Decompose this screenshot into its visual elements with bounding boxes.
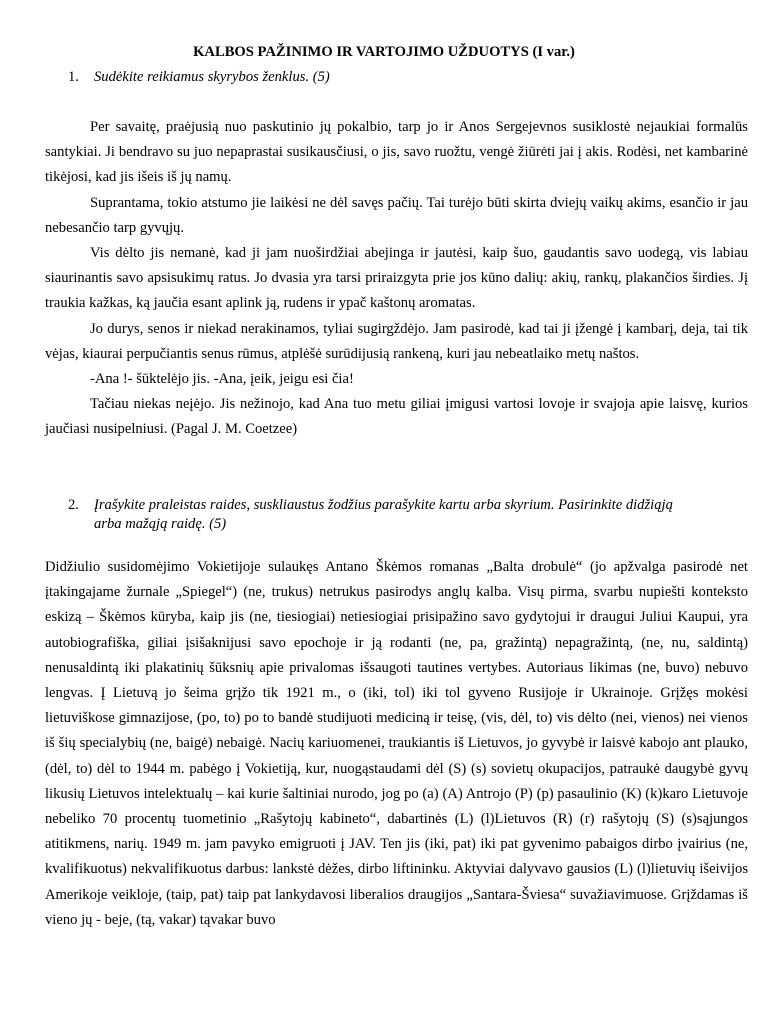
- task-1-paragraph: Suprantama, tokio atstumo jie laikėsi ne dėl savęs pačių. Tai turėjo būti skirta dviejų vaikų akims, esančio ir jau nebesančio tarp gyvųjų.: [45, 194, 748, 236]
- task-1-paragraph: Jo durys, senos ir niekad nerakinamos, tyliai sugirgždėjo. Jam pasirodė, kad tai ji įžengė į kambarį, deja, tai tik vėjas, kiaurai perpučiantis senus rūmus, atplėšė surūdijusią rankeną, kuri jau nebeatlaiko metų naštos.: [45, 320, 748, 362]
- task-2-paragraph: Didžiulio susidomėjimo Vokietijoje sulaukęs Antano Škėmos romanas „Balta drobulė“ (jo apžvalga pasirodė net įtakingajame žurnale „Spiegel“) (ne, trukus) netrukus pasirodys anglų kalba. Visų pirma, svarbu nupiešti konteksto eskizą – Škėmos kūryba, kaip jis (ne, tiesiogiai) netiesiogiai prisipažino savo gydytojui ir draugui Juliui Kaupui, yra autobiografiška, giliai įsišaknijusi savo epochoje ir ją rodanti (ne, pa, gražintą) nepagražintą, (ne, nu, saldintą) nenusaldintą iki plakatinių šūksnių apie privalomas išsaugoti tautines vertybes. Autoriaus likimas (ne, buvo) nebuvo lengvas. Į Lietuvą jo šeima grįžo tik 1921 m., o (iki, tol) iki tol gyveno Rusijoje ir Ukrainoje. Grįžęs mokėsi lietuviškose gimnazijose, (po, to) po to bandė studijuoti mediciną ir teisę, (vis, dėl, to) vis dėlto (nei, vienos) nei vienos iš šių specialybių (ne, baigė) nebaigė. Nacių kariuomenei, traukiantis iš Lietuvos, jo gyvybė ir laisvė kabojo ant plauko, (dėl, to) dėl to 1944 m. pabėgo į Vokietiją, kur, nuogąstaudami dėl (S) (s) sovietų okupacijos, patraukė daugybė gyvų likusių Lietuvos intelektualų – kai kurie šaltiniai nurodo, jog po (a) (A) Antrojo (P) (p) pasaulinio (K) (k)karo Lietuvoje nebeliko 70 procentų tuometinio „Rašytojų kabineto“, dabartinės (L) (l)Lietuvos (R) (r) rašytojų (S) (s)sąjungos atitikmens, narių. 1949 m. jam pavyko emigruoti į JAV. Ten jis (iki, pat) iki pat gyvenimo pabaigos dirbo įvairius (ne, kvalifikuotus) nekvalifikuotus darbus: lankstė dėžes, dirbo liftininku. Aktyviai dalyvavo gausios (L) (l)lietuvių išeivijos Amerikoje veikloje, (taip, pat) taip pat lankydavosi liberalios draugijos „Santara-Šviesa“ suvažiavimuose. Grįždamas iš vieno jų - beje, (tą, vakar) tąvakar buvo: [45, 559, 748, 928]
- task-1-paragraph: -Ana !- šūktelėjo jis. -Ana, įeik, jeigu esi čia!: [90, 371, 354, 388]
- task-1-paragraph: Tačiau niekas neįėjo. Jis nežinojo, kad Ana tuo metu giliai įmigusi vartosi lovoje ir svajoja apie laisvę, kurios jaučiasi nusipelniusi. (Pagal J. M. Coetzee): [45, 396, 748, 438]
- document-title: KALBOS PAŽINIMO IR VARTOJIMO UŽDUOTYS (I var.): [193, 44, 575, 60]
- task-1-paragraph: Per savaitę, praėjusią nuo paskutinio jų pokalbio, tarp jo ir Anos Sergejevnos susiklostė nejaukiai formalūs santykiai. Ji bendravo su juo nepaprastai susikausčiusi, o jis, savo ruožtu, vengė žiūrėti jai į akis. Rodėsi, net kambarinė tikėjosi, kad jis išeis iš jų namų.: [45, 119, 748, 186]
- task-2-instruction-line1: Įrašykite praleistas raides, suskliaustus žodžius parašykite kartu arba skyrium. Pasirinkite didžiąją: [94, 497, 673, 513]
- task-2-number: 2.: [68, 497, 79, 513]
- task-1-number: 1.: [68, 69, 79, 85]
- task-1-heading: [68, 68, 718, 87]
- task-2-heading: [68, 496, 718, 534]
- task-2-text: [45, 555, 748, 933]
- task-1-text: [45, 115, 748, 443]
- task-1-paragraph: Vis dėlto jis nemanė, kad ji jam nuoširdžiai abejinga ir jautėsi, kaip šuo, gaudantis savo uodegą, vis labiau siaurinantis savo apsisukimų ratus. Jo dvasia yra tarsi priraizgyta prie jos kūno dalių: akių, rankų, plakančios širdies. Jį traukia kažkas, ką jaučia esant aplink ją, rudens ir ypač kaštonų aromatas.: [45, 245, 748, 312]
- task-1-instruction: Sudėkite reikiamus skyrybos ženklus. (5): [94, 69, 330, 85]
- task-2-instruction-line2: arba mažąją raidę. (5): [94, 516, 227, 532]
